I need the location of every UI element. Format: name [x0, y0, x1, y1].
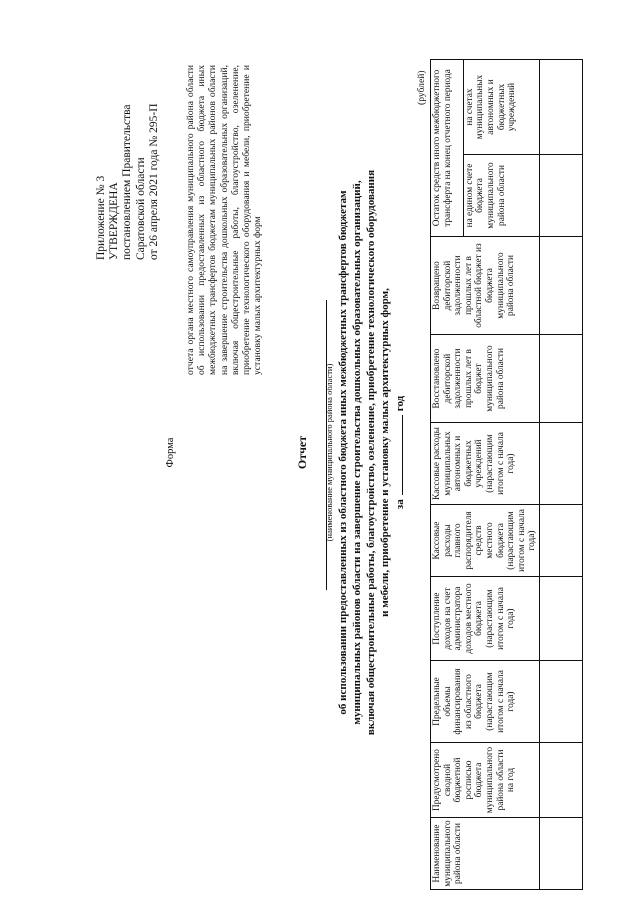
- approval-line-region: Саратовской области: [134, 157, 147, 260]
- approval-line-decree: постановлением Правительства: [121, 104, 134, 260]
- report-subject: [336, 0, 407, 905]
- period-za: за: [394, 499, 406, 510]
- table-cell: [539, 577, 582, 661]
- name-caption: (наименование муниципального района области): [324, 363, 334, 542]
- table-cell: [539, 505, 582, 577]
- header-returned-receivables: Возвращено дебиторской задолженности прошлых лет в областной бюджет из бюджета муниципального района области: [431, 237, 540, 335]
- header-cash-expenses-institutions: Кассовые расходы муниципальных автономных и бюджетных учреждений (нарастающим итогом с начала года): [431, 423, 540, 505]
- report-subject-line-4: и мебели, приобретение и установку малых архитектурных форм,: [379, 288, 391, 617]
- report-subject-line-3: включая общестроительные работы, благоустройство, озеленение, приобретение технологического оборудования: [365, 169, 377, 736]
- approval-line-date: от 26 апреля 2021 года № 295-П: [147, 103, 160, 260]
- subheader-institution-accounts: на счетах муниципальных автономных и бюджетных учреждений: [463, 60, 539, 155]
- report-subject-line-2: муниципальных районов области на завершение строительства дошкольных образовательных организаций,: [351, 180, 363, 725]
- approval-line-appendix: Приложение № 3: [95, 175, 107, 260]
- header-cash-expenses-administrator: Кассовые расходы главного распорядителя средств местного бюджета (нарастающим итогом с начала года): [431, 505, 540, 577]
- table-cell: [539, 335, 582, 423]
- table-cell: [539, 818, 582, 890]
- subheader-single-account: на едином счете бюджета муниципального района области: [463, 155, 539, 237]
- unit-note: (рублей): [416, 70, 427, 105]
- header-funding-limits: Предельные объемы финансирования из областного бюджета (нарастающим итогом с начала года): [431, 661, 540, 743]
- form-label: Форма: [165, 437, 176, 468]
- header-district-name: Наименование муниципального района области: [431, 818, 540, 890]
- table-cell: [539, 423, 582, 505]
- table-cell: [539, 743, 582, 818]
- period-god: год: [394, 395, 406, 412]
- approval-block: [95, 103, 161, 260]
- form-description: отчета органа местного самоуправления муниципального района области об использовании предоставленных из областного бюджета иных межбюджетных трансфертов бюджетам муниципальных районов области на завершение строительства дошкольных образовательных организаций, включая общестроительные работы, благоустройство, озеленение, приобретение технологического оборудования и мебели, приобретение и установку малых архитектурных форм: [185, 65, 264, 375]
- table-cell: [539, 237, 582, 335]
- table-cell: [539, 155, 582, 237]
- report-subject-line-1: об использовании предоставленных из областного бюджета иных межбюджетных трансфертов бюджетам: [337, 190, 349, 715]
- table-row: [539, 60, 582, 890]
- report-period: [392, 0, 407, 905]
- table-cell: [539, 60, 582, 155]
- report-table: [430, 59, 583, 890]
- header-remaining-funds: Остаток средств иного межбюджетного трансферта на конец отчетного периода: [431, 60, 464, 237]
- period-blank: [392, 415, 403, 495]
- approval-line-approved: УТВЕРЖДЕНА: [108, 182, 121, 260]
- header-planned-budget: Предусмотрено сводной бюджетной росписью бюджета муниципального района области на год: [431, 743, 540, 818]
- table-cell: [539, 661, 582, 743]
- header-revenue-receipts: Поступление доходов на счет администратора доходов местного бюджета (нарастающим итогом с начала года): [431, 577, 540, 661]
- header-restored-receivables: Восстановлено дебиторской задолженности прошлых лет в бюджет муниципального района области: [431, 335, 540, 423]
- report-title: Отчет: [295, 435, 309, 470]
